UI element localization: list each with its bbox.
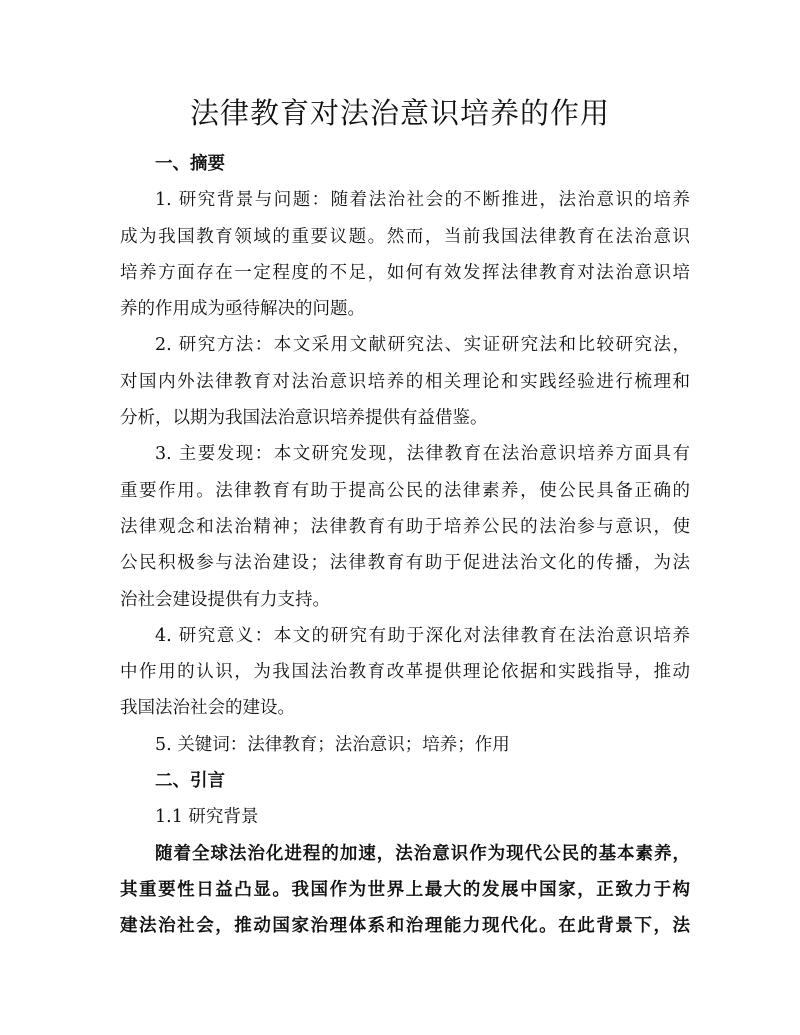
- paragraph-line: 养的作用成为亟待解决的问题。: [120, 299, 365, 320]
- paragraph-findings: [120, 436, 690, 617]
- paragraph-line: 4. 研究意义：本文的研究有助于深化对法律教育在法治意识培养: [155, 625, 690, 646]
- paragraph-line: 中作用的认识，为我国法治教育改革提供理论依据和实践指导，推动: [120, 662, 690, 683]
- paragraph-line: 公民积极参与法治建设；法律教育有助于促进法治文化的传播，为法: [120, 553, 690, 574]
- subsection-heading: 1.1 研究背景: [155, 807, 259, 828]
- document-title: 法律教育对法治意识培养的作用: [189, 96, 610, 130]
- paragraph-line: 成为我国教育领域的重要议题。然而，当前我国法律教育在法治意识: [120, 226, 690, 247]
- keywords-line: 5. 关键词：法律教育；法治意识；培养；作用: [155, 734, 510, 755]
- paragraph-line: 我国法治社会的建设。: [120, 698, 295, 719]
- paragraph-line: 其重要性日益凸显。我国作为世界上最大的发展中国家，正致力于构: [120, 879, 690, 900]
- paragraph-significance: [120, 618, 690, 727]
- intro-heading: 二、引言: [155, 771, 225, 792]
- paragraph-line: 培养方面存在一定程度的不足，如何有效发挥法律教育对法治意识培: [120, 262, 690, 283]
- paragraph-line: 2. 研究方法：本文采用文献研究法、实证研究法和比较研究法，: [155, 335, 690, 356]
- paragraph-line: 分析，以期为我国法治意识培养提供有益借鉴。: [120, 408, 488, 429]
- paragraph-methods: [120, 327, 690, 436]
- paragraph-line: 随着全球法治化进程的加速，法治意识作为现代公民的基本素养，: [155, 843, 690, 864]
- paragraph-line: 治社会建设提供有力支持。: [120, 589, 330, 610]
- paragraph-line: 法律观念和法治精神；法律教育有助于培养公民的法治参与意识，使: [120, 516, 690, 537]
- document-body: [120, 146, 690, 945]
- paragraph-line: 对国内外法律教育对法治意识培养的相关理论和实践经验进行梳理和: [120, 371, 690, 392]
- paragraph-line: 1. 研究背景与问题：随着法治社会的不断推进，法治意识的培养: [155, 190, 690, 211]
- paragraph-line: 3. 主要发现：本文研究发现，法律教育在法治意识培养方面具有: [155, 444, 690, 465]
- abstract-heading: 一、摘要: [155, 154, 225, 174]
- paragraph-line: 重要作用。法律教育有助于提高公民的法律素养，使公民具备正确的: [120, 480, 690, 501]
- paragraph-intro-background: [120, 836, 690, 945]
- paragraph-background: [120, 182, 690, 327]
- paragraph-line: 建法治社会，推动国家治理体系和治理能力现代化。在此背景下，法: [120, 916, 690, 937]
